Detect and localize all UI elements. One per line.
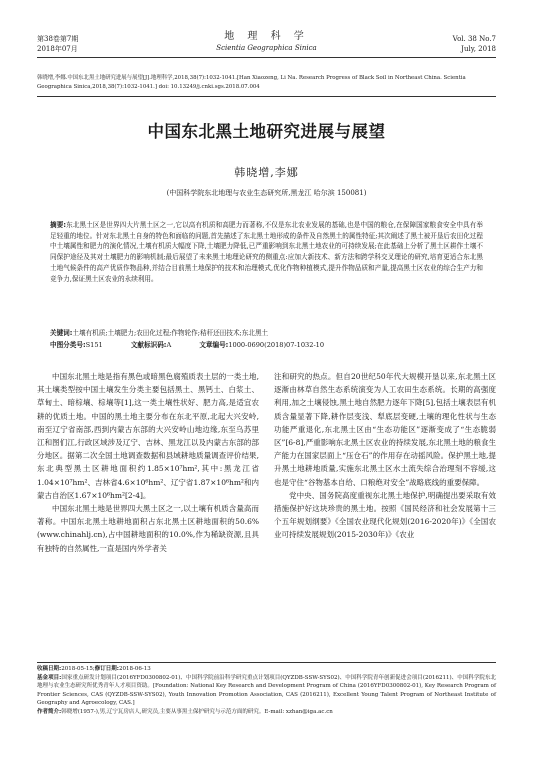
author-bio: 作者简介:韩晓增(1957-),男,辽宁瓦房店人,研究员,主要从事黑土保护研究与示范方面的研究。E-mail: xzhan@iga.ac.cn <box>37 708 333 715</box>
article-number: 文章编号:1000-0690(2018)07-1032-10 <box>199 341 325 349</box>
article-meta <box>50 340 483 350</box>
journal-name-cn: 地 理 科 学 <box>224 31 309 42</box>
clc-number: 中图分类号:S151 <box>50 341 103 349</box>
date-cn: 2018年07月 <box>37 45 78 53</box>
citation-rule <box>37 96 496 97</box>
footnote-rule <box>37 662 496 663</box>
journal-name-en: Scientia Geographica Sinica <box>216 44 317 52</box>
volume-cn: 第38卷第7期 <box>37 35 79 43</box>
keywords <box>50 328 483 338</box>
affiliation: (中国科学院东北地理与农业生态研究所,黑龙江 哈尔滨 150081) <box>166 189 367 197</box>
header-rule <box>37 57 496 58</box>
volume-en: Vol. 38 No.7 <box>452 35 496 43</box>
body-paragraph: 中国东北黑土地是世界四大黑土区之一,以土壤有机质含量高而著称。中国东北黑土地耕地面积占东北黑土区耕地面积的50.6%(www.chinahlj.cn),占中国耕地面积的10.0%,作为稀缺资源,且具有独特的自然属性,一直是国内外学者关 <box>37 504 259 553</box>
header-right <box>453 34 496 54</box>
body-paragraph: 党中央、国务院高度重视东北黑土地保护,明确提出要采取有效措施保护好这块珍贵的黑土地。按照《国民经济和社会发展第十三个五年规划纲要》《全国农业现代化规划(2016-2020年)》《全国农业可持续发展规划(2015-2030年)》《农业 <box>274 490 496 540</box>
abstract-text: 东北黑土区是世界四大片黑土区之一,它以高有机质和高肥力而著称,不仅是东北农业发展的基础,也是中国的粮仓,在保障国家粮食安全中具有举足轻重的地位。针对东北黑土自身的特色和面临的问题,首先描述了东北黑土地形成的条件及自然黑土的属性特征;其次阐述了黑土被开垦后农田化过程中土壤属性和肥力的演化情况,土壤有机质大幅度下降,土壤肥力降低,已严重影响到东北黑土地农业的可持续发展;在此基础上分析了黑土区耕作土壤不同保护途径及其对土壤肥力的影响机制;最后展望了未来黑土地理论研究的侧重点:应加大新技术、新方法和跨学科交叉理论的研究,培育更适合东北黑土地气候条件的高产优质作物品种,并结合目前黑土地保护的技术和治理模式,优化作物种植模式,提升作物品质和产量,提高黑土区农业的综合生产力和竞争力,保证黑土区农业的永续利用。 <box>50 221 483 283</box>
footnotes <box>37 665 496 717</box>
received-dates: 收稿日期:2018-05-15;修订日期:2018-06-13 <box>37 666 151 672</box>
body-paragraph: 中国东北黑土地是指有黑色或暗黑色腐殖质表土层的一类土地,其土壤类型按中国土壤发生分类主要包括黑土、黑钙土、白浆土、草甸土、暗棕壤、棕壤等[1],这一类土壤性状好、肥力高,是适宜农耕的优质土地。中国的黑土地主要分布在东北平原,北起大兴安岭,南至辽宁省南部,西到内蒙古东部的大兴安岭山地边缘,东至乌苏里江和图们江,行政区域涉及辽宁、吉林、黑龙江以及内蒙古东部的部分地区。据第二次全国土地调查数据和县域耕地质量调查评价结果,东北典型黑土区耕地面积约1.85×10⁷hm²,其中:黑龙江省1.04×10⁷hm²、吉林省4.6×10⁶hm²、辽宁省1.87×10⁶hm²和内蒙古自治区1.67×10⁶hm²[2-4]。 <box>37 372 259 500</box>
keywords-text: 土壤有机质;土壤肥力;农田化过程;作物轮作;秸秆还田技术;东北黑土 <box>72 329 269 337</box>
citation: 韩晓增,李娜.中国东北黑土地研究进展与展望[J].地理科学,2018,38(7):1032-1041.[Han Xiaozeng, Li Na. Research Progress of Black Soil in Northeast China. Scientia Geographica Sinica,2018,38(7):1032-1041.] doi: 10.13249/j.cnki.sgs.2018.07.004 <box>37 75 466 90</box>
abstract-label: 摘要: <box>50 221 67 229</box>
body-column-right <box>274 370 496 542</box>
authors: 韩晓增,李娜 <box>234 166 299 179</box>
abstract <box>50 220 483 284</box>
document-code: 文献标识码:A <box>130 341 172 349</box>
keywords-label: 关键词: <box>50 329 73 337</box>
funding: 基金项目:国家重点研发计划项目(2016YFD0300802-01)、中国科学院前沿科学研究重点计划项目(QYZDB-SSW-SYS02)、中国科学院青年创新促进会项目(2016211)、中国科学院东北地理与农业生态研究所优秀青年人才项目资助。[Foundation: National Key Research and Development Program of China (2016YFD0300802-01), Key Research Program of Frontier Sciences, CAS (QYZDB-SSW-SYS02), Youth Innovation Promotion Association, CAS (2016211), Excellent Young Talent Program of Northeast Institute of Geography and Agroecology, CAS.] <box>37 674 497 707</box>
body-paragraph: 注和研究的热点。但自20世纪50年代大规模开垦以来,东北黑土区逐渐由林草自然生态系统演变为人工农田生态系统。长期的高强度利用,加之土壤侵蚀,黑土地自然肥力逐年下降[5],包括土壤表层有机质含量显著下降,耕作层变浅、犁底层变硬,土壤的理化性状与生态功能严重退化,东北黑土区由“生态功能区”逐渐变成了“生态脆弱区”[6-8],严重影响东北黑土区农业的持续发展,东北黑土地的粮食生产能力在国家层面上“压仓石”的作用存在动摇风险。保护黑土地,提升黑土地耕地质量,实施东北黑土区水土流失综合治理刻不容缓,这也是守住“谷物基本自给、口粮绝对安全”战略底线的重要保障。 <box>274 372 496 487</box>
article-title: 中国东北黑土地研究进展与展望 <box>147 122 386 141</box>
body-column-left <box>37 370 259 555</box>
date-en: July, 2018 <box>461 45 496 53</box>
